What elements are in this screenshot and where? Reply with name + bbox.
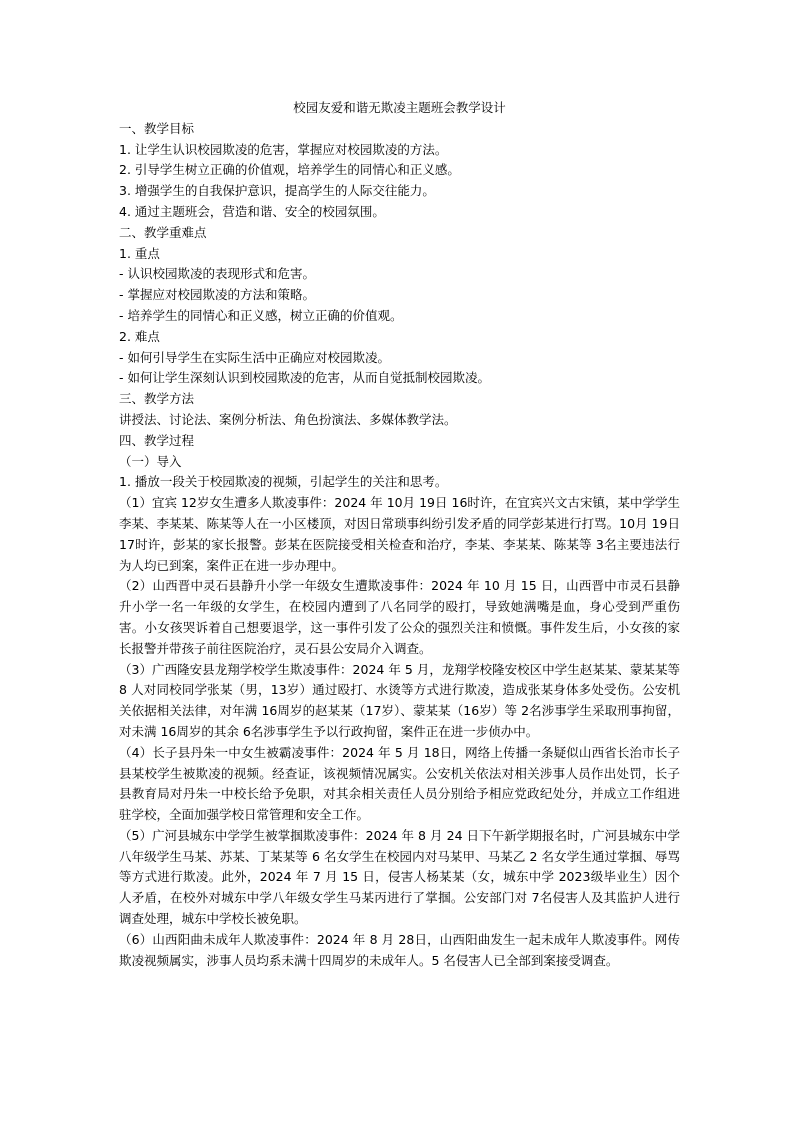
section-heading: 一、教学目标	[119, 120, 195, 136]
methods-text: 讲授法、讨论法、案例分析法、角色扮演法、多媒体教学法。	[119, 411, 457, 427]
intro-text: 1. 播放一段关于校园欺凌的视频，引起学生的关注和思考。	[119, 474, 448, 490]
goal-item: 3. 增强学生的自我保护意识，提高学生的人际交往能力。	[119, 183, 435, 199]
subsection-heading: 1. 重点	[119, 245, 160, 261]
goal-item: 4. 通过主题班会，营造和谐、安全的校园氛围。	[119, 203, 385, 219]
case-paragraph: （1）宜宾 12岁女生遭多人欺凌事件：2024 年 10月 19日 16时许，在宜宾兴文古宋镇，某中学学生李某、李某某、陈某等人在一小区楼顶，对因日常琐事纠纷引发矛盾的同学彭某进行打骂。10月 19日 17时许，彭某的家长报警。彭某在医院接受相关检查和治疗，李某、李某某、陈某等 3名主要违法行为人均已到案，案件正在进一步办理中。	[119, 495, 680, 573]
case-paragraph: （3）广西隆安县龙翔学校学生欺凌事件：2024 年 5 月，龙翔学校隆安校区中学生赵某某、蒙某某等 8 人对同校同学张某（男，13岁）通过殴打、水烫等方式进行欺凌，造成张某身体多处受伤。公安机关依据相关法律，对年满 16周岁的赵某某（17岁）、蒙某某（16岁）等 2名涉事学生采取刑事拘留，对未满 16周岁的其余 6名涉事学生予以行政拘留，案件正在进一步侦办中。	[119, 661, 680, 739]
case-paragraph: （2）山西晋中灵石县静升小学一年级女生遭欺凌事件：2024 年 10 月 15 日，山西晋中市灵石县静升小学一名一年级的女学生，在校园内遭到了八名同学的殴打，导致她满嘴是血，身心受到严重伤害。小女孩哭诉着自己想要退学，这一事件引发了公众的强烈关注和愤慨。事件发生后，小女孩的家长报警并带孩子前往医院治疗，灵石县公安局介入调查。	[119, 578, 680, 656]
subsection-heading: （一）导入	[119, 453, 182, 469]
difficulty-item: - 如何引导学生在实际生活中正确应对校园欺凌。	[119, 349, 390, 365]
subsection-heading: 2. 难点	[119, 328, 160, 344]
key-point-item: - 培养学生的同情心和正义感，树立正确的价值观。	[119, 307, 403, 323]
section-heading: 三、教学方法	[119, 391, 195, 407]
case-paragraph: （5）广河县城东中学学生被掌掴欺凌事件：2024 年 8 月 24 日下午新学期报名时，广河县城东中学八年级学生马某、苏某、丁某某等 6 名女学生在校园内对马某甲、马某乙 2 名女学生通过掌掴、辱骂等方式进行欺凌。此外，2024 年 7 月 15 日，侵害人杨某某（女，城东中学 2023级毕业生）因个人矛盾，在校外对城东中学八年级女学生马某丙进行了掌掴。公安部门对 7名侵害人及其监护人进行调查处理，城东中学校长被免职。	[119, 827, 680, 927]
difficulty-item: - 如何让学生深刻认识到校园欺凌的危害，从而自觉抵制校园欺凌。	[119, 370, 490, 386]
goal-item: 2. 引导学生树立正确的价值观，培养学生的同情心和正义感。	[119, 162, 460, 178]
page-title: 校园友爱和谐无欺凌主题班会教学设计	[293, 100, 506, 115]
goal-item: 1. 让学生认识校园欺凌的危害，掌握应对校园欺凌的方法。	[119, 141, 448, 157]
section-heading: 二、教学重难点	[119, 224, 207, 240]
section-heading: 四、教学过程	[119, 432, 195, 448]
case-paragraph: （6）山西阳曲未成年人欺凌事件：2024 年 8 月 28日，山西阳曲发生一起未成年人欺凌事件。网传欺凌视频属实，涉事人员均系未满十四周岁的未成年人。5 名侵害人已全部到案接受调查。	[119, 931, 680, 968]
case-paragraph: （4）长子县丹朱一中女生被霸凌事件：2024 年 5 月 18日，网络上传播一条疑似山西省长治市长子县某校学生被欺凌的视频。经查证，该视频情况属实。公安机关依法对相关涉事人员作出处罚，长子县教育局对丹朱一中校长给予免职，对其余相关责任人员分别给予相应党政纪处分，并成立工作组进驻学校，全面加强学校日常管理和安全工作。	[119, 744, 680, 823]
document-body	[119, 98, 680, 971]
key-point-item: - 掌握应对校园欺凌的方法和策略。	[119, 287, 315, 303]
key-point-item: - 认识校园欺凌的表现形式和危害。	[119, 266, 315, 282]
